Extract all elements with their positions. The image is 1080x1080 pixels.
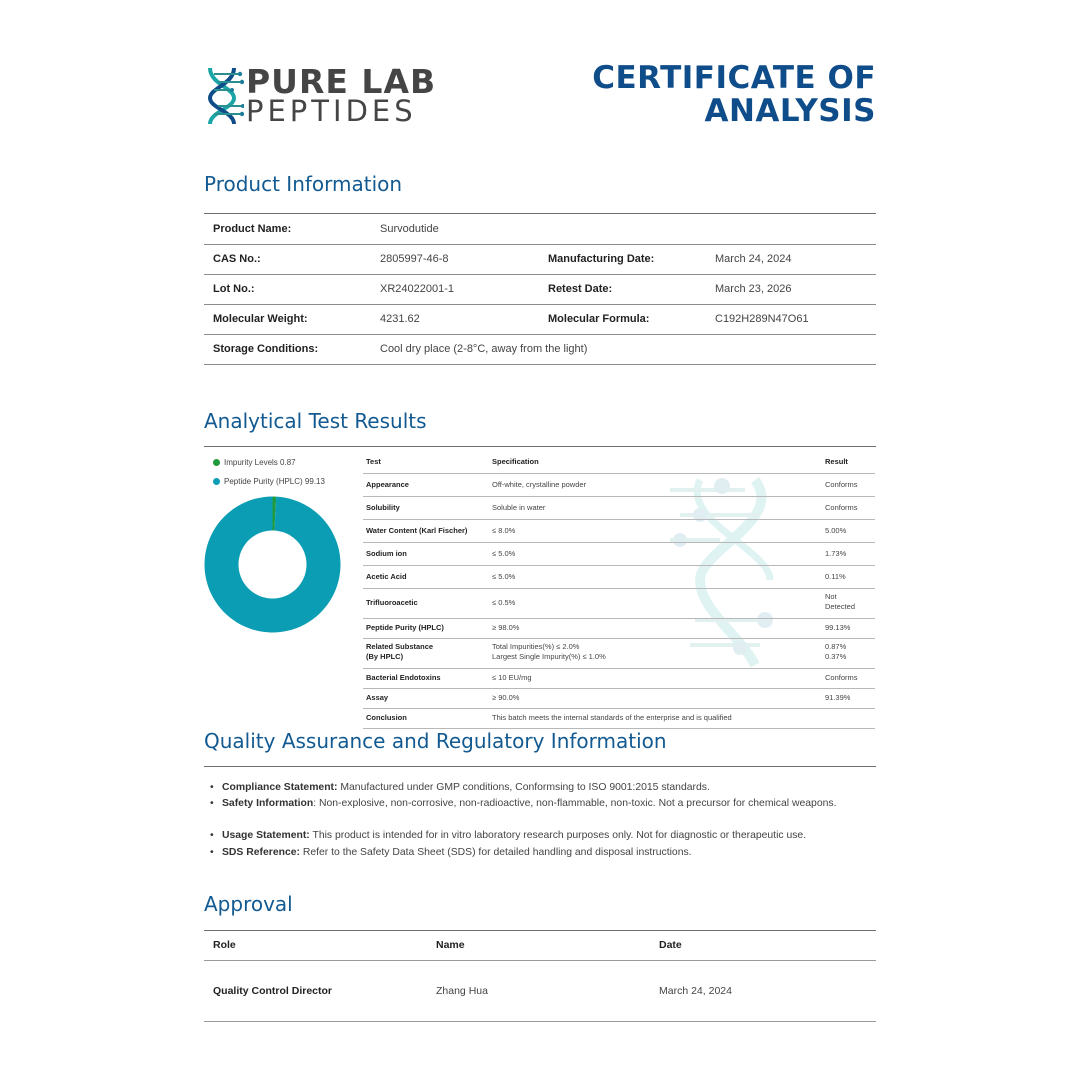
test-spec: Total Impurities(%) ≤ 2.0% xyxy=(492,642,580,651)
test-name: Solubility xyxy=(366,503,400,512)
item-text: Refer to the Safety Data Sheet (SDS) for detailed handling and disposal instructions. xyxy=(299,847,692,858)
test-result: Conforms xyxy=(825,673,858,682)
test-result: 99.13% xyxy=(825,623,851,632)
approval-title: Approval xyxy=(204,892,293,916)
company-logo xyxy=(204,62,437,128)
mfg-date-label: Manufacturing Date: xyxy=(548,253,655,265)
approval-role: Quality Control Director xyxy=(213,985,333,997)
test-name: Water Content (Karl Fischer) xyxy=(366,526,468,535)
col-result-header: Result xyxy=(825,457,848,466)
mw-value: 4231.62 xyxy=(380,313,420,325)
col-spec-header: Specification xyxy=(492,457,539,466)
approval-name-header: Name xyxy=(436,939,465,951)
storage-value: Cool dry place (2-8°C, away from the light) xyxy=(380,343,588,355)
test-spec: Off-white, crystalline powder xyxy=(492,480,587,489)
cas-row xyxy=(204,244,876,275)
item-text: Manufactured under GMP conditions, Conformsing to ISO 9001:2015 standards. xyxy=(337,782,710,793)
cas-label: CAS No.: xyxy=(213,253,261,265)
list-item xyxy=(222,796,882,812)
test-spec-line2: Largest Single Impurity(%) ≤ 1.0% xyxy=(492,652,606,661)
table-row xyxy=(363,709,875,729)
legend-item-purity xyxy=(213,477,325,486)
pie-slice-purity xyxy=(204,497,340,633)
qa-title: Quality Assurance and Regulatory Information xyxy=(204,729,667,753)
test-result: Conforms xyxy=(825,503,858,512)
approval-date: March 24, 2024 xyxy=(659,985,732,997)
table-row xyxy=(363,520,875,543)
test-spec: This batch meets the internal standards of the enterprise and is qualified xyxy=(492,713,732,722)
table-row xyxy=(363,669,875,689)
lot-value: XR24022001-1 xyxy=(380,283,455,295)
table-row xyxy=(363,619,875,639)
test-result: 0.11% xyxy=(825,572,846,581)
test-result: 5.00% xyxy=(825,526,847,535)
title-line2: ANALYSIS xyxy=(704,93,876,129)
divider xyxy=(204,960,876,961)
test-name: Acetic Acid xyxy=(366,572,407,581)
legend-label: Impurity Levels 0.87 xyxy=(224,458,296,467)
product-info-title: Product Information xyxy=(204,172,403,196)
test-name: Peptide Purity (HPLC) xyxy=(366,623,444,632)
test-name: Bacterial Endotoxins xyxy=(366,673,441,682)
lot-label: Lot No.: xyxy=(213,283,255,295)
item-text: This product is intended for in vitro laboratory research purposes only. Not for diagnostic or therapeutic use. xyxy=(309,830,807,841)
item-label: SDS Reference: xyxy=(222,847,300,858)
divider xyxy=(204,930,876,931)
list-item xyxy=(222,828,882,844)
test-name: Conclusion xyxy=(366,713,407,722)
dna-logo-icon xyxy=(204,64,244,128)
formula-value: C192H289N47O61 xyxy=(715,313,809,325)
table-row xyxy=(363,543,875,566)
test-name: Appearance xyxy=(366,480,409,489)
list-item xyxy=(222,845,882,861)
test-spec: ≤ 10 EU/mg xyxy=(492,673,532,682)
test-name: Related Substance xyxy=(366,642,434,651)
test-spec: ≤ 0.5% xyxy=(492,598,516,607)
approval-role-header: Role xyxy=(213,939,236,951)
cas-value: 2805997-46-8 xyxy=(380,253,449,265)
mfg-date-value: March 24, 2024 xyxy=(715,253,792,265)
title-line1: CERTIFICATE OF xyxy=(592,60,876,96)
lot-row xyxy=(204,274,876,305)
legend-item-impurity xyxy=(213,458,296,467)
storage-label: Storage Conditions: xyxy=(213,343,319,355)
formula-label: Molecular Formula: xyxy=(548,313,650,325)
brand-line1: PURE LAB xyxy=(246,62,437,101)
test-result-line2: Detected xyxy=(825,602,856,611)
retest-label: Retest Date: xyxy=(548,283,613,295)
item-label: Safety Information xyxy=(222,798,314,809)
retest-value: March 23, 2026 xyxy=(715,283,792,295)
test-spec: Soluble in water xyxy=(492,503,546,512)
item-label: Compliance Statement: xyxy=(222,782,338,793)
test-name: Assay xyxy=(366,693,389,702)
test-result: 91.39% xyxy=(825,693,851,702)
test-name: Sodium ion xyxy=(366,549,407,558)
mw-row xyxy=(204,304,876,335)
table-row xyxy=(363,639,875,669)
analytical-title: Analytical Test Results xyxy=(204,409,427,433)
test-name: Trifluoroacetic xyxy=(366,598,418,607)
divider xyxy=(204,446,876,447)
table-row xyxy=(363,474,875,497)
test-result: Conforms xyxy=(825,480,858,489)
legend-label: Peptide Purity (HPLC) 99.13 xyxy=(224,477,325,486)
purity-donut-chart xyxy=(204,496,341,633)
test-result: 0.87% xyxy=(825,642,847,651)
test-table-header xyxy=(363,451,875,474)
brand-line2: PEPTIDES xyxy=(246,94,417,128)
test-result: 1.73% xyxy=(825,549,847,558)
test-spec: ≤ 8.0% xyxy=(492,526,516,535)
test-name-line2: (By HPLC) xyxy=(366,652,404,661)
test-spec: ≥ 90.0% xyxy=(492,693,520,702)
storage-row xyxy=(204,334,876,365)
col-test-header: Test xyxy=(366,457,381,466)
test-result-line2: 0.37% xyxy=(825,652,847,661)
test-spec: ≤ 5.0% xyxy=(492,572,516,581)
divider xyxy=(204,1021,876,1022)
approval-date-header: Date xyxy=(659,939,682,951)
table-row xyxy=(363,589,875,619)
table-row xyxy=(363,497,875,520)
document-title xyxy=(592,62,876,128)
mw-label: Molecular Weight: xyxy=(213,313,308,325)
divider xyxy=(204,766,876,767)
product-name-value: Survodutide xyxy=(380,223,439,235)
item-label: Usage Statement: xyxy=(222,830,310,841)
test-spec: ≤ 5.0% xyxy=(492,549,516,558)
table-row xyxy=(363,566,875,589)
item-text: : Non-explosive, non-corrosive, non-radioactive, non-flammable, non-toxic. Not a precursor for chemical weapons. xyxy=(313,798,837,809)
test-spec: ≥ 98.0% xyxy=(492,623,520,632)
legend-swatch xyxy=(213,459,220,466)
product-name-row xyxy=(204,214,876,245)
list-item xyxy=(222,780,882,796)
table-row xyxy=(363,689,875,709)
test-result: Not xyxy=(825,592,837,601)
approval-name: Zhang Hua xyxy=(436,985,488,997)
legend-swatch xyxy=(213,478,220,485)
product-name-label: Product Name: xyxy=(213,223,292,235)
